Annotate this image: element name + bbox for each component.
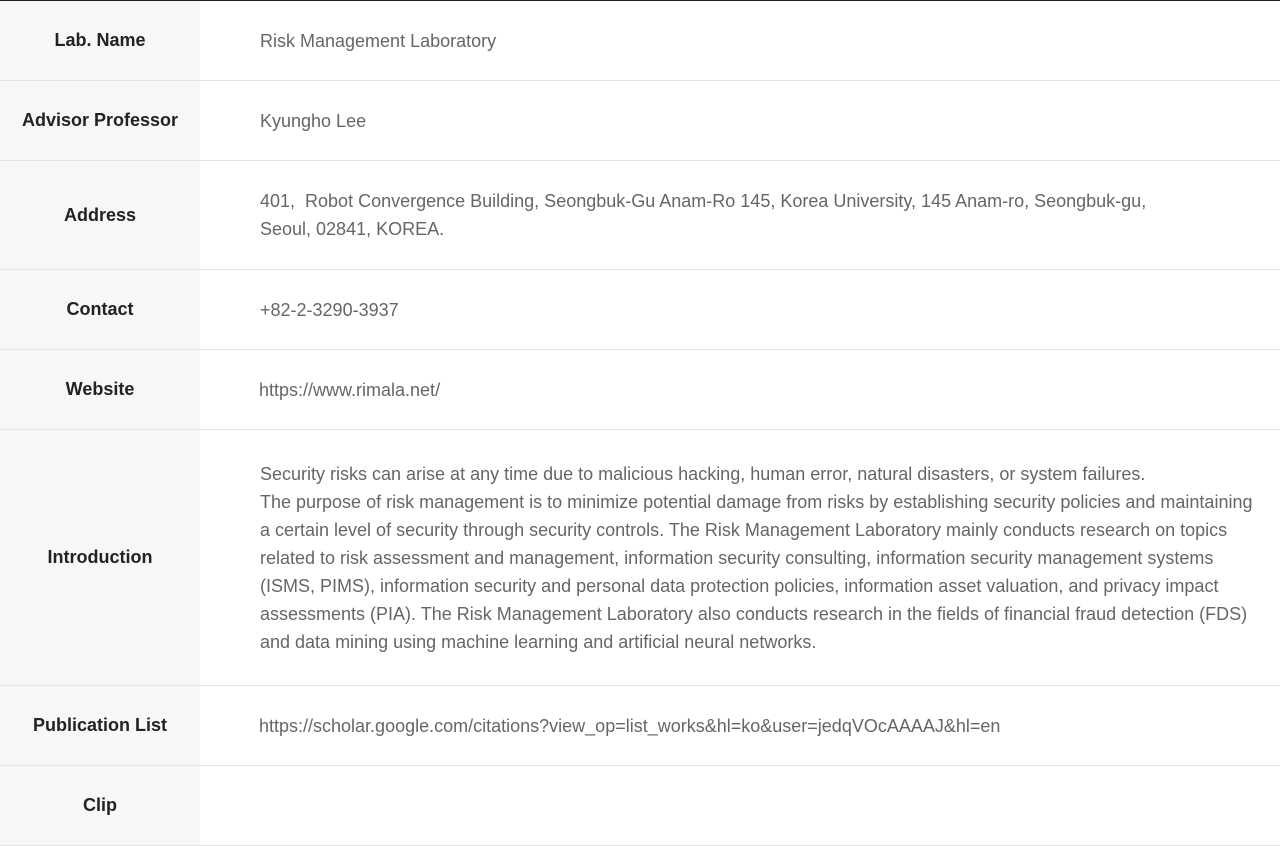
row-contact [0, 270, 1280, 350]
introduction-paragraph-1: Security risks can arise at any time due to malicious hacking, human error, natural disasters, or system failures. [260, 463, 1146, 484]
website-link[interactable]: https://www.rimala.net/ [259, 379, 441, 400]
row-website [0, 350, 1280, 430]
row-clip [0, 766, 1280, 846]
address-line-2: Seoul, 02841, KOREA. [260, 219, 445, 239]
address-line-1: 401, Robot Convergence Building, Seongbuk-Gu Anam-Ro 145, Korea University, 145 Anam-ro, Seongbuk-gu, [260, 191, 1147, 211]
website-value-cell [200, 350, 1280, 429]
advisor-value: Kyungho Lee [260, 110, 367, 131]
publication-list-value-cell [200, 686, 1280, 765]
lab-name-value: Risk Management Laboratory [260, 30, 497, 51]
contact-value: +82-2-3290-3937 [260, 299, 399, 320]
introduction-value [200, 430, 1280, 685]
lab-name-label: Lab. Name [0, 1, 200, 80]
contact-label: Contact [0, 270, 200, 349]
introduction-label: Introduction [0, 430, 200, 685]
introduction-paragraph-2: The purpose of risk management is to minimize potential damage from risks by establishing security policies and maintaining a certain level of security through security controls. The Risk Management Laboratory mainly conducts research on topics related to risk assessment and management, information security consulting, information security management systems (ISMS, PIMS), information security and personal data protection policies, information asset valuation, and privacy impact assessments (PIA). The Risk Management Laboratory also conducts research in the fields of financial fraud detection (FDS) and data mining using machine learning and artificial neural networks. [260, 491, 1253, 652]
row-advisor [0, 81, 1280, 161]
clip-label: Clip [0, 766, 200, 845]
website-label: Website [0, 350, 200, 429]
row-introduction [0, 430, 1280, 686]
clip-value [200, 766, 1280, 845]
publication-list-link[interactable]: https://scholar.google.com/citations?view_op=list_works&hl=ko&user=jedqVOcAAAAJ&hl=en [259, 715, 1001, 736]
address-value [200, 161, 1280, 269]
publication-list-label: Publication List [0, 686, 200, 765]
row-address [0, 161, 1280, 270]
address-label: Address [0, 161, 200, 269]
row-publication-list [0, 686, 1280, 766]
row-lab-name [0, 1, 1280, 81]
advisor-label: Advisor Professor [0, 81, 200, 160]
